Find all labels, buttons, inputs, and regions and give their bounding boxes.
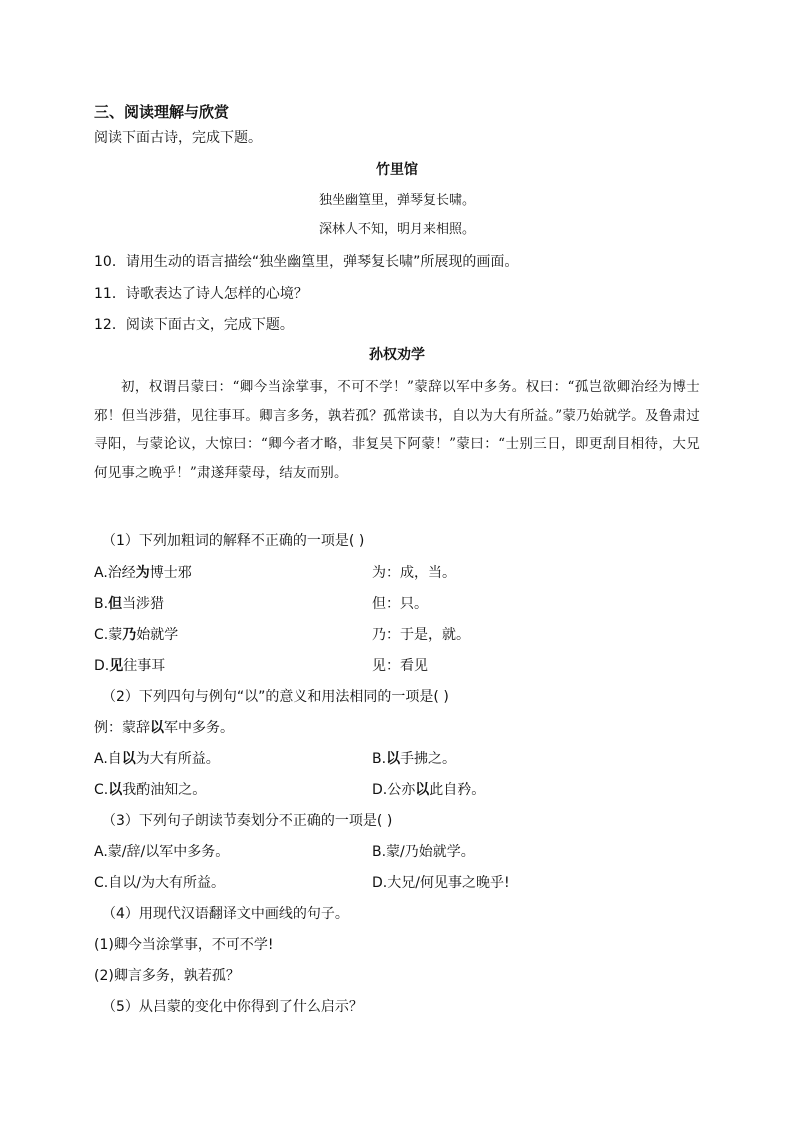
q2-option-c: C.以我酌油知之。	[94, 782, 207, 798]
poem-line-1: 独坐幽篁里，弹琴复长啸。	[318, 193, 475, 208]
q4-item-1: (1)卿今当涂掌事，不可不学!	[94, 937, 274, 953]
section-instruction: 阅读下面古诗，完成下题。	[94, 130, 262, 146]
question-10: 10．请用生动的语言描绘“独坐幽篁里，弹琴复长啸”所展现的画面。	[94, 254, 519, 270]
q3-prompt: （3）下列句子朗读节奏划分不正确的一项是( )	[102, 813, 393, 829]
q2-prompt: （2）下列四句与例句“以”的意义和用法相同的一项是( )	[102, 689, 449, 705]
q1-option-a-explain: 为：成，当。	[372, 565, 456, 581]
q1-option-d-explain: 见：看见	[372, 658, 428, 674]
q4-prompt: （4）用现代汉语翻译文中画线的句子。	[102, 906, 349, 922]
q2-option-d: D.公亦以此自矜。	[372, 782, 486, 798]
q3-option-d: D.大兄/何见事之晚乎!	[372, 875, 510, 891]
q4-item-2: (2)卿言多务，孰若孤？	[94, 968, 240, 984]
q3-option-c: C.自以/为大有所益。	[94, 875, 225, 891]
passage-title: 孙权劝学	[369, 347, 425, 363]
q1-prompt: （1）下列加粗词的解释不正确的一项是( )	[102, 533, 365, 549]
q1-option-b: B.但当涉猎	[94, 596, 165, 612]
q5-prompt: （5）从吕蒙的变化中你得到了什么启示？	[102, 999, 363, 1015]
q2-example: 例：蒙辞以军中多务。	[94, 720, 234, 736]
q3-option-b: B.蒙/乃始就学。	[372, 844, 475, 860]
question-11: 11．诗歌表达了诗人怎样的心境？	[94, 286, 308, 302]
q1-option-d: D.见往事耳	[94, 658, 166, 674]
passage-text: 初，权谓吕蒙曰：“卿今当涂掌事，不可不学！”蒙辞以军中多务。权曰：“孤岂欲卿治经为博士邪！但当涉猎，见往事耳。卿言多务，孰若孤？孤常读书，自以为大有所益。”蒙乃始就学。及鲁肃过寻阳，与蒙论议，大惊曰：“卿今者才略，非复吴下阿蒙！”蒙曰：“士别三日，即更刮目相待，大兄何见事之晚乎！”肃遂拜蒙母，结友而别。	[94, 379, 700, 481]
q1-option-a: A.治经为博士邪	[94, 565, 192, 581]
q2-option-a: A.自以为大有所益。	[94, 751, 220, 767]
q1-option-c-explain: 乃：于是，就。	[372, 627, 470, 643]
poem-line-2: 深林人不知，明月来相照。	[318, 222, 475, 237]
q3-option-a: A.蒙/辞/以军中多务。	[94, 844, 230, 860]
poem-title: 竹里馆	[376, 162, 418, 178]
section-title: 三、阅读理解与欣赏	[94, 103, 230, 121]
q1-option-b-explain: 但：只。	[372, 596, 428, 612]
question-12: 12．阅读下面古文，完成下题。	[94, 317, 294, 333]
q1-option-c: C.蒙乃始就学	[94, 627, 179, 643]
q2-option-b: B.以手拂之。	[372, 751, 457, 767]
